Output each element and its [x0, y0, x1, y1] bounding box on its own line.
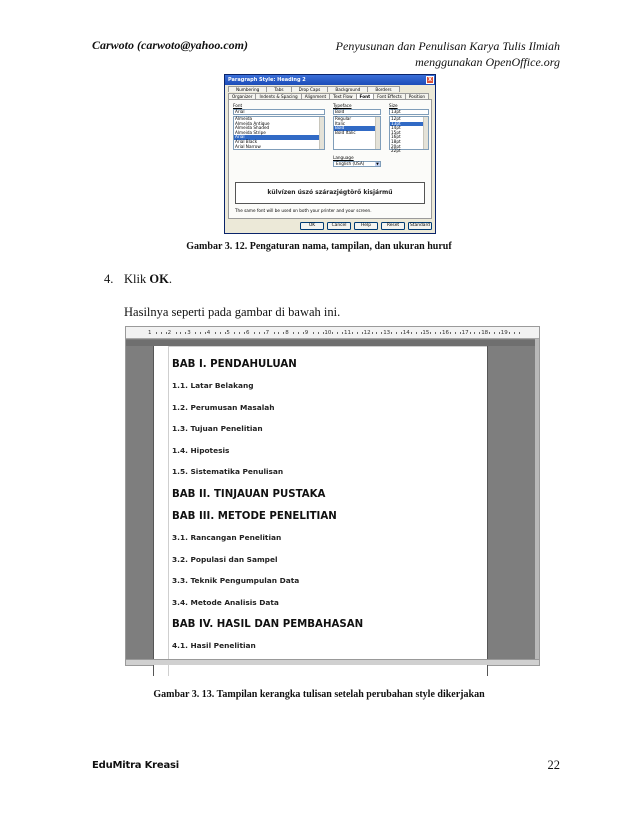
size-field[interactable]: 13pt — [389, 109, 429, 115]
ruler-label: 10 — [324, 330, 332, 336]
tab-borders[interactable]: Borders — [367, 86, 399, 92]
caption-figure-3-12: Gambar 3. 12. Pengaturan nama, tampilan, dan ukuran huruf — [186, 241, 452, 252]
ruler-label: 2 — [167, 330, 172, 336]
ruler-tick — [499, 332, 500, 334]
ok-button[interactable]: OK — [300, 222, 324, 230]
tab-organizer[interactable]: Organizer — [228, 93, 256, 99]
ruler-tick — [509, 332, 510, 334]
ruler-label: 6 — [246, 330, 250, 336]
heading-2: 3.2. Populasi dan Sampel — [172, 554, 278, 564]
ruler-label: 16 — [442, 330, 449, 336]
ruler-tick — [416, 332, 417, 334]
ruler-tick — [156, 332, 157, 334]
standard-button[interactable]: Standard — [408, 222, 432, 230]
language-select[interactable] — [333, 161, 381, 167]
tab-indents-spacing[interactable]: Indents & Spacing — [255, 93, 301, 99]
ruler-tick — [450, 332, 451, 334]
heading-2: 3.4. Metode Analisis Data — [172, 597, 279, 607]
step-4 — [104, 272, 172, 287]
step-number: 4. — [104, 272, 114, 286]
ruler-tick — [474, 332, 475, 334]
ruler-tick — [234, 332, 235, 334]
tab-tabs[interactable]: Tabs — [266, 86, 291, 92]
chevron-down-icon: ▼ — [376, 162, 379, 166]
ruler-tick — [274, 332, 275, 334]
ruler-tick — [401, 332, 402, 334]
heading-2: 1.4. Hipotesis — [172, 445, 230, 455]
horizontal-ruler — [126, 327, 539, 339]
step-text-after: . — [168, 272, 172, 286]
heading-2: 1.1. Latar Belakang — [172, 381, 254, 390]
tab-font-effects[interactable]: Font Effects — [373, 93, 406, 99]
ruler-tick — [489, 332, 490, 334]
tab-drop-caps[interactable]: Drop Caps — [291, 86, 329, 92]
ruler-tick — [293, 332, 294, 334]
ruler-tick — [435, 332, 436, 334]
font-option[interactable]: Almeida Stripe — [235, 129, 266, 135]
dialog-title-bar — [225, 75, 435, 85]
ruler-tick — [185, 332, 186, 334]
ruler-tick — [313, 332, 314, 334]
typeface-option[interactable]: Bold Italic — [335, 129, 356, 135]
heading-1: BAB III. METODE PENELITIAN — [172, 510, 337, 522]
ruler-tick — [303, 332, 304, 334]
font-listbox[interactable] — [233, 116, 325, 150]
running-header-title — [330, 38, 560, 70]
ruler-tick — [254, 332, 255, 334]
tab-font[interactable]: Font — [356, 93, 375, 99]
typeface-option[interactable]: Bold — [334, 126, 380, 131]
ruler-tick — [372, 332, 373, 334]
size-option[interactable]: 20pt — [391, 143, 401, 149]
size-option[interactable]: 22pt — [391, 148, 401, 154]
ruler-tick — [215, 332, 216, 334]
ruler-label: 13 — [383, 330, 391, 336]
page-number: 22 — [547, 758, 560, 772]
step-text-bold: OK — [149, 272, 169, 286]
vertical-scrollbar[interactable] — [535, 339, 539, 665]
font-option[interactable]: Almeida Antique — [235, 120, 270, 126]
font-option[interactable]: Almeida — [235, 116, 253, 121]
dialog-title: Paragraph Style: Heading 2 — [228, 77, 306, 83]
ruler-tick — [362, 332, 363, 334]
ruler-tick — [391, 332, 392, 334]
ruler-tick — [195, 332, 196, 334]
paragraph-style-dialog — [224, 74, 436, 234]
size-option[interactable]: 16pt — [391, 134, 401, 140]
ruler-tick — [494, 332, 495, 334]
size-option[interactable]: 14pt — [391, 125, 401, 131]
ruler-label: 11 — [344, 330, 351, 336]
running-header-title-line2: menggunakan OpenOffice.org — [415, 55, 560, 69]
heading-2: 3.1. Rancangan Penelitian — [172, 532, 282, 542]
ruler-tick — [470, 332, 471, 334]
heading-1: BAB II. TINJAUAN PUSTAKA — [172, 488, 326, 500]
dialog-tabs-row-2 — [225, 92, 435, 99]
ruler-tick — [220, 332, 221, 334]
ruler-tick — [283, 332, 284, 334]
size-option[interactable]: 13pt — [390, 122, 428, 127]
ruler-tick — [396, 332, 397, 334]
tab-numbering[interactable]: Numbering — [228, 86, 267, 92]
typeface-option[interactable]: Regular — [335, 116, 352, 121]
ruler-tick — [357, 332, 358, 334]
ruler-tick — [239, 332, 240, 334]
ruler-tick — [200, 332, 201, 334]
text-boundary-top — [168, 346, 487, 347]
ruler-tick — [332, 332, 333, 334]
dialog-tabs-row-1 — [225, 85, 435, 92]
tab-position[interactable]: Position — [405, 93, 429, 99]
heading-2: 1.3. Tujuan Penelitian — [172, 424, 263, 434]
size-label: Size — [389, 103, 398, 108]
tab-background[interactable]: Background — [327, 86, 368, 92]
ruler-ticks — [126, 329, 539, 337]
typeface-field[interactable]: Bold — [333, 109, 381, 115]
close-icon[interactable]: X — [426, 76, 434, 84]
ruler-tick — [430, 332, 431, 334]
ruler-label: 7 — [265, 330, 270, 336]
ruler-tick — [205, 332, 206, 334]
ruler-tick — [411, 332, 412, 334]
tab-alignment[interactable]: Alignment — [301, 93, 330, 99]
font-label: Font — [233, 103, 243, 108]
heading-2: 4.1. Hasil Penelitian — [172, 641, 256, 651]
font-note: The same font will be used on both your printer and your screen. — [235, 208, 372, 213]
ruler-tick — [180, 332, 181, 334]
ruler-tick — [259, 332, 260, 334]
status-edge — [126, 659, 539, 665]
language-label: Language — [333, 155, 354, 160]
ruler-tick — [479, 332, 480, 334]
typeface-listbox[interactable] — [333, 116, 381, 150]
dialog-buttons — [297, 222, 432, 230]
font-preview: külvízen úszó szárazjégtörő kisjármű — [235, 182, 425, 204]
font-option[interactable]: Arial Black — [235, 138, 258, 144]
ruler-label: 18 — [481, 330, 489, 336]
ruler-tick — [381, 332, 382, 334]
ruler-tick — [298, 332, 299, 334]
ruler-tick — [460, 332, 461, 334]
font-tab-panel — [228, 99, 432, 219]
ruler-tick — [440, 332, 441, 334]
running-header-title-line1: Penyusunan dan Penulisan Karya Tulis Ilmiah — [335, 39, 560, 53]
footer-publisher: EduMitra Kreasi — [92, 760, 180, 771]
ruler-tick — [166, 332, 167, 334]
ruler-tick — [342, 332, 343, 334]
caption-figure-3-13: Gambar 3. 13. Tampilan kerangka tulisan setelah perubahan style dikerjakan — [153, 689, 485, 700]
ruler-tick — [318, 332, 319, 334]
ruler-tick — [352, 332, 353, 334]
ruler-tick — [519, 332, 520, 334]
size-scrollbar[interactable] — [423, 117, 428, 149]
ruler-tick — [225, 332, 226, 334]
font-option[interactable]: Arial — [234, 135, 324, 140]
ruler-tick — [323, 332, 324, 334]
reset-button[interactable]: Reset — [381, 222, 405, 230]
ruler-tick — [244, 332, 245, 334]
language-value: English (USA) — [336, 161, 365, 166]
font-field[interactable]: Arial — [233, 109, 325, 115]
font-scrollbar[interactable] — [319, 117, 324, 149]
ruler-label: 1 — [148, 330, 152, 336]
running-header-author: Carwoto (carwoto@yahoo.com) — [92, 38, 248, 52]
size-option[interactable]: 15pt — [391, 129, 401, 135]
typeface-label: Typeface — [333, 103, 352, 108]
size-option[interactable]: 12pt — [391, 116, 401, 121]
font-option[interactable]: Almeida Shaded — [235, 125, 270, 131]
ruler-tick — [176, 332, 177, 334]
heading-2: 1.5. Sistematika Penulisan — [172, 467, 284, 477]
ruler-tick — [278, 332, 279, 334]
ruler-label: 4 — [206, 330, 211, 336]
size-listbox[interactable] — [389, 116, 429, 154]
ruler-label: 17 — [461, 330, 469, 336]
ruler-tick — [264, 332, 265, 334]
ruler-label: 3 — [187, 330, 191, 336]
writer-screenshot — [125, 326, 540, 666]
document-outline — [172, 358, 477, 662]
size-option[interactable]: 18pt — [391, 138, 401, 144]
heading-1: BAB IV. HASIL DAN PEMBAHASAN — [172, 619, 364, 631]
help-button[interactable]: Help — [354, 222, 378, 230]
text-boundary-left — [168, 346, 169, 676]
ruler-label: 8 — [285, 330, 289, 336]
ruler-tick — [161, 332, 162, 334]
heading-2: 3.3. Teknik Pengumpulan Data — [172, 576, 300, 586]
ruler-tick — [421, 332, 422, 334]
typeface-scrollbar[interactable] — [375, 117, 380, 149]
ruler-tick — [337, 332, 338, 334]
typeface-option[interactable]: Italic — [335, 120, 346, 126]
document-page — [153, 346, 488, 676]
ruler-label: 15 — [422, 330, 430, 336]
heading-2: 1.2. Perumusan Masalah — [172, 402, 275, 412]
cancel-button[interactable]: Cancel — [327, 222, 351, 230]
ruler-label: 9 — [304, 330, 309, 336]
ruler-tick — [514, 332, 515, 334]
ruler-label: 19 — [500, 330, 508, 336]
result-paragraph: Hasilnya seperti pada gambar di bawah ini. — [124, 305, 341, 319]
ruler-tick — [455, 332, 456, 334]
ruler-label: 12 — [363, 330, 371, 336]
ruler-tick — [376, 332, 377, 334]
heading-1: BAB I. PENDAHULUAN — [172, 359, 297, 370]
tab-text-flow[interactable]: Text Flow — [329, 93, 356, 99]
ruler-label: 5 — [226, 330, 230, 336]
font-option[interactable]: Arial Narrow — [235, 143, 261, 149]
step-text-before: Klik — [124, 272, 150, 286]
ruler-label: 14 — [402, 330, 410, 336]
